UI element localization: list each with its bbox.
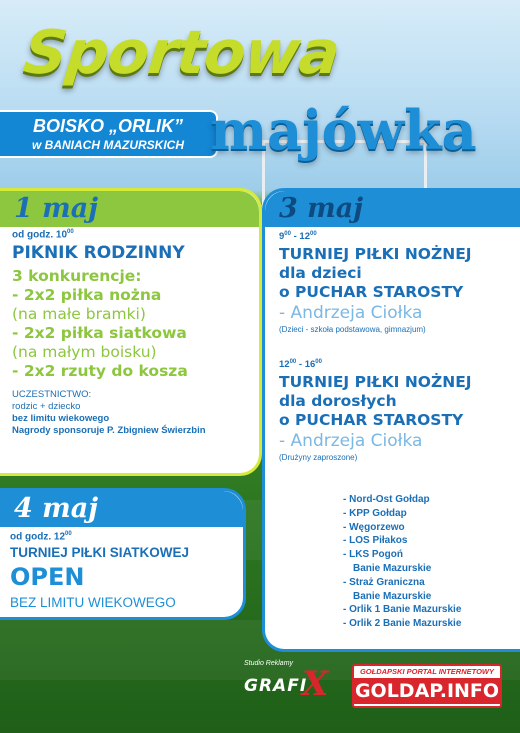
list-item: - Węgorzewo: [343, 521, 405, 533]
participants-label: UCZESTNICTWO:: [12, 389, 92, 400]
day3-tab: [265, 191, 520, 227]
competitions-header: 3 konkurencje:: [12, 267, 142, 285]
list-item: - LOS Piłakos: [343, 535, 408, 547]
day1-competitions: [12, 267, 258, 381]
list-item: - 2x2 piłka nożna: [12, 286, 162, 304]
venue-banner: [0, 110, 218, 158]
portal-caption: GOŁDAPSKI PORTAL INTERNETOWY: [359, 667, 495, 676]
time-end: - 16: [296, 359, 316, 371]
time-sup: 00: [310, 231, 317, 237]
list-item: - Nord-Ost Gołdap: [343, 494, 430, 505]
venue-line1: BOISKO „ORLIK”: [32, 116, 183, 136]
block1-author: - Andrzeja Ciołka: [279, 303, 423, 323]
sponsor-text: Nagrody sponsoruje P. Zbigniew Świerzbin: [12, 425, 206, 436]
title-majowka: majówka: [210, 98, 477, 162]
block1-note: (Dzieci - szkoła podstawowa, gimnazjum): [279, 325, 426, 334]
day1-time-sup: 00: [67, 229, 74, 235]
block2-title: [279, 373, 515, 430]
day4-date: 4 maj: [14, 493, 99, 524]
title-line: o PUCHAR STAROSTY: [279, 283, 464, 301]
list-item: - 2x2 rzuty do kosza: [12, 362, 188, 380]
block1-time: [279, 231, 317, 242]
title-line: dla dorosłych: [279, 392, 397, 410]
portal-name: GOLDAP.INFO: [354, 680, 500, 702]
list-item: (na małe bramki): [12, 305, 146, 323]
day4-tab: [0, 491, 243, 527]
goldap-info-logo[interactable]: [352, 664, 502, 708]
title-line: TURNIEJ PIŁKI NOŻNEJ: [279, 245, 472, 263]
day1-date: 1 maj: [14, 193, 99, 224]
time-sup: 00: [289, 359, 297, 365]
day1-time-text: od godz. 10: [12, 229, 67, 241]
studio-x: X: [302, 664, 329, 704]
list-item: - Orlik 2 Banie Mazurskie: [343, 618, 462, 630]
day4-time-text: od godz. 12: [10, 531, 65, 543]
title-line: TURNIEJ PIŁKI NOŻNEJ: [279, 373, 472, 391]
studio-name: GRAFI: [244, 676, 308, 696]
day1-time: [12, 229, 74, 240]
day4-open: OPEN: [10, 563, 85, 591]
day1-participants: [12, 389, 206, 437]
no-age-limit: bez limitu wiekowego: [12, 413, 110, 424]
list-item: - KPP Gołdap: [343, 507, 407, 519]
time-sup: 00: [284, 231, 291, 237]
list-item: - LKS Pogoń: [343, 549, 403, 561]
studio-grafix-logo: [244, 660, 329, 708]
teams-list: [343, 493, 520, 631]
time-end: - 12: [290, 231, 310, 243]
list-item: Banie Mazurskie: [353, 590, 432, 602]
block2-time: [279, 359, 322, 370]
list-item: - Straż Graniczna: [343, 576, 425, 588]
day1-tab: [0, 191, 259, 227]
block1-title: [279, 245, 515, 302]
block2-note: (Drużyny zaproszone): [279, 453, 358, 462]
title-line: o PUCHAR STAROSTY: [279, 411, 464, 429]
day1-panel: [0, 188, 262, 476]
day3-panel: [262, 188, 520, 652]
venue-line2: w BANIACH MAZURSKICH: [32, 138, 184, 152]
day4-time-sup: 00: [65, 531, 72, 537]
time-start: 9: [279, 231, 285, 243]
title-sportowa: Sportowa: [20, 18, 343, 88]
block2-author: - Andrzeja Ciołka: [279, 431, 423, 451]
day3-date: 3 maj: [279, 193, 364, 224]
day4-time: [10, 531, 72, 542]
day4-panel: [0, 488, 246, 620]
list-item: (na małym boisku): [12, 343, 157, 361]
list-item: - 2x2 piłka siatkowa: [12, 324, 187, 342]
list-item: - Orlik 1 Banie Mazurskie: [343, 604, 462, 616]
participants-value: rodzic + dziecko: [12, 401, 81, 412]
day4-no-age-limit: BEZ LIMITU WIEKOWEGO: [10, 595, 176, 610]
time-start: 12: [279, 359, 290, 371]
day1-event: PIKNIK RODZINNY: [12, 243, 185, 263]
list-item: Banie Mazurskie: [353, 562, 432, 574]
time-sup: 00: [315, 359, 322, 365]
day4-event: TURNIEJ PIŁKI SIATKOWEJ: [10, 545, 190, 560]
title-line: dla dzieci: [279, 264, 362, 282]
studio-caption: Studio Reklamy: [244, 660, 294, 667]
